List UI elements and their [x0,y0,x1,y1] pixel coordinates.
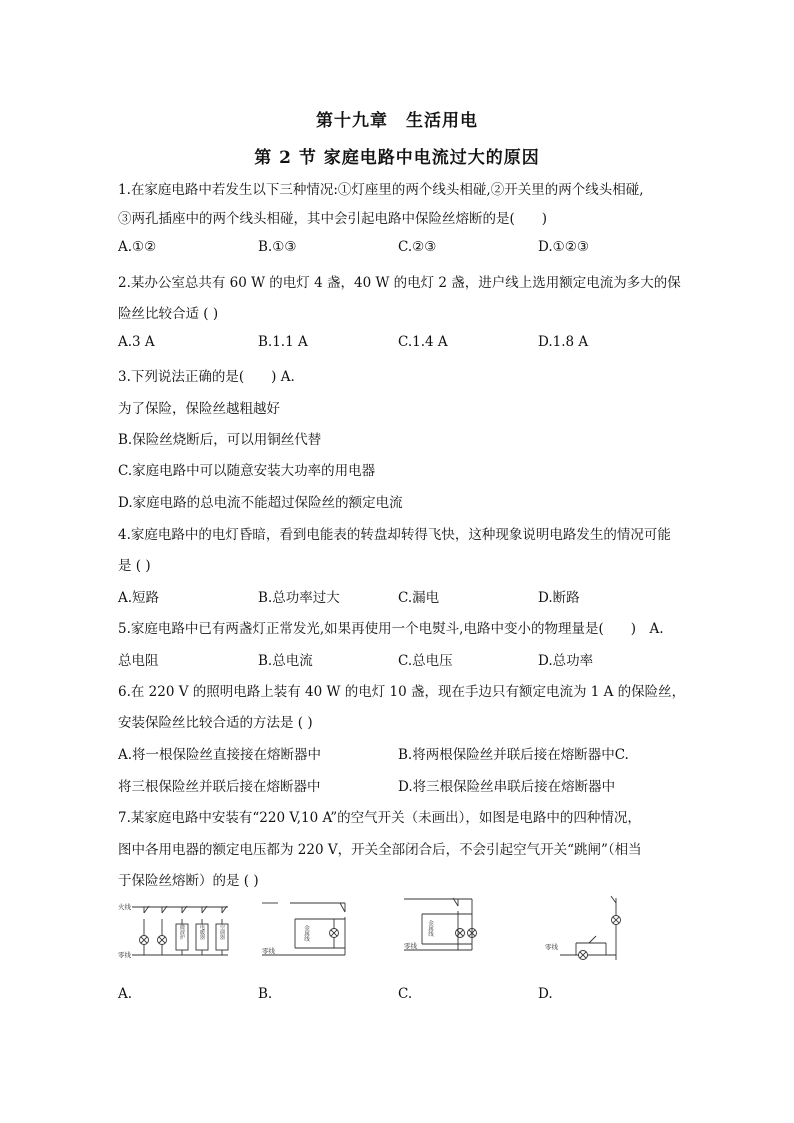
q1-line2: ③两孔插座中的两个线头相碰，其中会引起电路中保险丝熔断的是( ) [118,211,548,227]
q1-option-d: D.①②③ [538,239,589,255]
heater-label: 电暖器 [199,924,205,940]
circuit-c [404,898,477,950]
chapter-title: 第十九章 生活用电 [316,111,478,131]
q2-option-c: C.1.4 A [398,334,448,350]
q2-option-d: D.1.8 A [538,334,589,350]
switch-icon [611,896,616,903]
q5-line1: 5.家庭电路中已有两盏灯正常发光,如果再使用一个电熨斗,电路中变小的物理量是( ) A. [118,621,664,637]
q4-option-a: A.短路 [118,590,160,606]
q1-option-c: C.②③ [398,239,437,255]
q2-line1: 2.某办公室总共有 60 W 的电灯 4 盏，40 W 的电灯 2 盏，进户线上选用额定电流为多大的保 [118,275,681,291]
metal-wire-label-c: 金属线 [427,920,433,937]
switch-icon [589,936,596,943]
q1-option-b: B.①③ [258,239,297,255]
q5-option-d: D.总功率 [538,653,594,669]
q5-option-a: 总电阻 [118,653,159,669]
q5-option-b: B.总电流 [258,653,313,669]
q7-option-b: B. [258,986,273,1002]
aircon-label: 空调器 [219,924,225,940]
q3-line3: B.保险丝烧断后，可以用铜丝代替 [118,432,322,448]
circuit-d [545,896,621,960]
section-title: 第 2 节 家庭电路中电流过大的原因 [254,148,540,168]
q4-option-d: D.断路 [538,590,580,606]
q6-line2: 安装保险丝比较合适的方法是 ( ) [118,715,313,731]
q7-option-d: D. [538,986,553,1002]
q2-option-a: A.3 A [118,334,155,350]
q6-option-c: 将三根保险丝并联后接在熔断器中 [118,779,321,795]
q5-option-c: C.总电压 [398,653,453,669]
circuit-b [262,903,345,955]
q1-option-a: A.①② [118,239,157,255]
circuit-a-live-label: 火线 [118,903,131,911]
q3-line4: C.家庭电路中可以随意安装大功率的用电器 [118,463,376,479]
q4-option-c: C.漏电 [398,590,440,606]
circuit-d-neutral-label: 零线 [545,943,558,951]
q2-line2: 险丝比较合适 ( ) [118,306,219,322]
q7-line1: 7.某家庭电路中安装有“220 V,10 A”的空气开关（未画出），如图是电路中的四种情况， [118,810,641,826]
circuit-b-neutral-label: 零线 [262,947,275,955]
q4-line1: 4.家庭电路中的电灯昏暗，看到电能表的转盘却转得飞快，这种现象说明电路发生的情况可能 [118,527,671,543]
switch-icon [340,903,345,912]
circuit-c-neutral-label: 零线 [404,942,417,950]
q4-line2: 是 ( ) [118,558,151,574]
circuit-a-neutral-label: 零线 [118,951,131,959]
q6-option-a: A.将一根保险丝直接接在熔断器中 [118,747,322,763]
q3-line2: 为了保险，保险丝越粗越好 [118,401,280,417]
q1-line1: 1.在家庭电路中若发生以下三种情况:①灯座里的两个线头相碰,②开关里的两个线头相碰, [118,182,644,198]
q7-line2: 图中各用电器的额定电压都为 220 V，开关全部闭合后，不会引起空气开关“跳闸”（相当 [118,842,642,858]
q3-line1: 3.下列说法正确的是( ) A. [118,369,295,385]
q3-line5: D.家庭电路的总电流不能超过保险丝的额定电流 [118,495,403,511]
q7-option-c: C. [398,986,413,1002]
q7-line3: 于保险丝熔断）的是 ( ) [118,873,259,889]
q2-option-b: B.1.1 A [258,334,308,350]
q7-option-a: A. [118,986,133,1002]
q6-line1: 6.在 220 V 的照明电路上装有 40 W 的电灯 10 盏，现在手边只有额定电流为 1 A 的保险丝， [118,684,686,700]
q6-option-b: B.将两根保险丝并联后接在熔断器中C. [398,747,629,763]
q4-option-b: B.总功率过大 [258,590,340,606]
metal-wire-label-b: 金属线 [303,925,309,942]
microwave-label: 微波炉 [179,924,185,940]
circuit-a [118,902,228,959]
q6-option-d: D.将三根保险丝串联后接在熔断器中 [398,779,616,795]
